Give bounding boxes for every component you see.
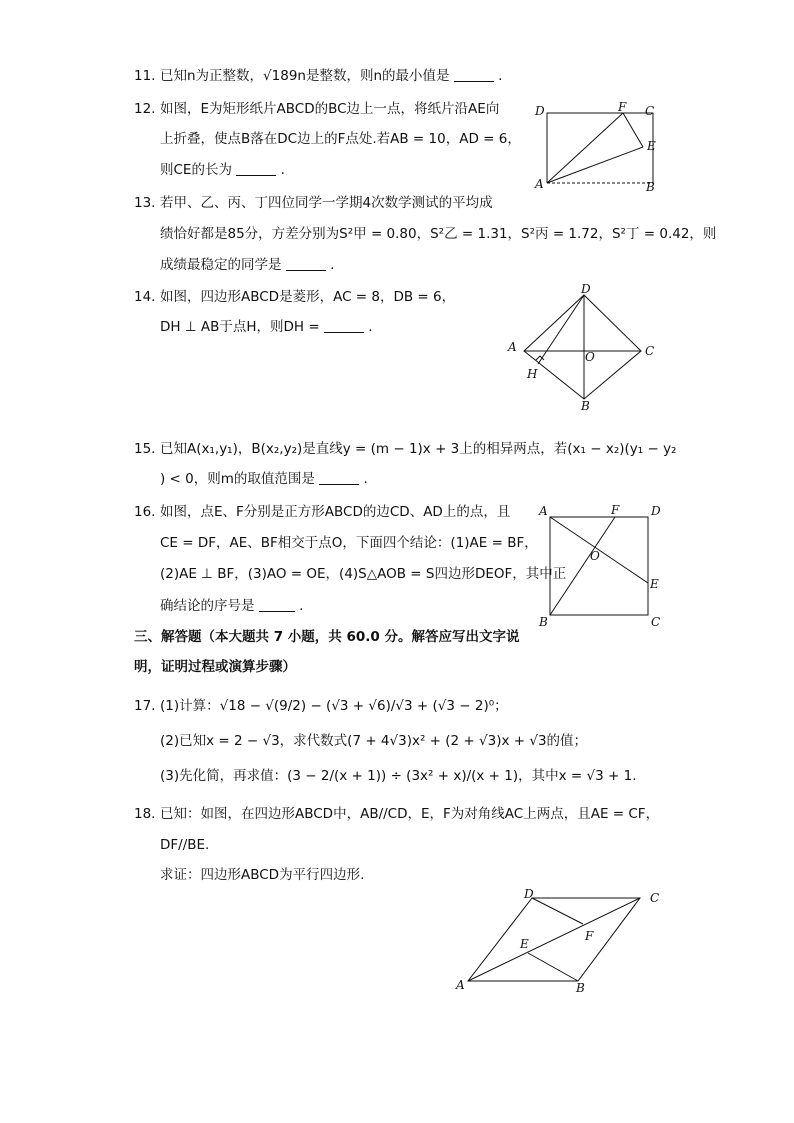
q14-label-c: C: [645, 344, 655, 358]
q12-fe-line: [623, 113, 643, 147]
q18-line2: DF//BE.: [160, 837, 210, 853]
q16-label-c: C: [651, 615, 661, 629]
q15-answer-blank: [319, 471, 359, 485]
q14-end: .: [368, 319, 373, 335]
q15-number: 15.: [134, 441, 156, 457]
q17-part1: (1)计算：√18 − √(9/2) − (√3 + √6)/√3 + (√3 − 2)⁰；: [160, 698, 508, 714]
q14-label-o: O: [585, 350, 595, 364]
q16-line1: 如图，点E、F分别是正方形ABCD的边CD、AD上的点，且: [160, 504, 511, 520]
q14-rhombus-figure: [500, 283, 670, 415]
q12-line2: 上折叠，使点B落在DC边上的F点处.若AB = 10，AD = 6，: [160, 131, 521, 147]
q15-line2: [160, 470, 368, 488]
q14-line1: 如图，四边形ABCD是菱形，AC = 8，DB = 6，: [160, 289, 456, 305]
q16-label-a: A: [539, 504, 548, 518]
q11-answer-blank: [454, 68, 494, 82]
q12-answer-blank: [236, 162, 276, 176]
q12-label-a: A: [535, 177, 544, 191]
q16-square-figure: [533, 500, 668, 632]
q18-df-line: [532, 898, 583, 924]
q18-be-line: [528, 953, 578, 981]
q14-label-a: A: [508, 340, 517, 354]
q14-label-h: H: [527, 367, 538, 381]
q11-number: 11.: [134, 68, 156, 84]
q16-line4: [160, 597, 303, 615]
q13-answer-blank: [286, 257, 326, 271]
q14-stem-end: DH ⊥ AB于点H，则DH =: [160, 319, 320, 335]
q12-label-f: F: [618, 100, 627, 114]
q11-end: .: [498, 68, 503, 84]
q16-bf-line: [550, 517, 615, 615]
q15-stem-end: ) < 0，则m的取值范围是: [160, 471, 315, 487]
q13-line1: 若甲、乙、丙、丁四位同学一学期4次数学测试的平均成: [160, 195, 493, 211]
q12-label-d: D: [535, 104, 545, 118]
q16-line3: (2)AE ⊥ BF，(3)AO = OE，(4)S△AOB = S四边形DEOF，其中正: [160, 566, 567, 582]
q15-end: .: [363, 471, 368, 487]
q13-stem-end: 成绩最稳定的同学是: [160, 257, 282, 273]
section-3-heading-line1: 三、解答题（本大题共 7 小题，共 60.0 分。解答应写出文字说: [134, 629, 520, 645]
q12-label-b: B: [646, 180, 655, 193]
section-3-heading-line2: 明，证明过程或演算步骤）: [134, 659, 296, 675]
q16-line2: CE = DF，AE、BF相交于点O，下面四个结论：(1)AE = BF，: [160, 535, 538, 551]
q13-number: 13.: [134, 195, 156, 211]
q12-stem-end: 则CE的长为: [160, 162, 232, 178]
q18-label-d: D: [524, 887, 534, 901]
q18-label-b: B: [576, 981, 585, 995]
q14-label-d: D: [581, 283, 591, 296]
q12-af-line: [547, 113, 623, 183]
q14-rhombus: [524, 295, 641, 399]
q13-line2: 绩恰好都是85分，方差分别为S²甲 = 0.80，S²乙 = 1.31，S²丙 = 1.72，S²丁 = 0.42，则: [160, 226, 717, 242]
q12-rectangle-figure: [530, 98, 670, 193]
q16-label-b: B: [539, 615, 548, 629]
q14-dh-line: [538, 295, 584, 364]
q12-line3: [160, 161, 285, 179]
q17-part2: (2)已知x = 2 − √3，求代数式(7 + 4√3)x² + (2 + √3)x + √3的值；: [160, 733, 588, 749]
q18-label-e: E: [520, 937, 529, 951]
q16-answer-blank: [259, 598, 295, 612]
q18-number: 18.: [134, 806, 156, 822]
q15-line1: 已知A(x₁,y₁)，B(x₂,y₂)是直线y = (m − 1)x + 3上的相异两点，若(x₁ − x₂)(y₁ − y₂: [160, 441, 677, 457]
q12-number: 12.: [134, 101, 156, 117]
q17-part3: (3)先化简，再求值：(3 − 2/(x + 1)) ÷ (3x² + x)/(x + 1)，其中x = √3 + 1.: [160, 768, 637, 784]
q14-answer-blank: [324, 319, 364, 333]
q14-number: 14.: [134, 289, 156, 305]
q11-text: [160, 67, 502, 85]
q14-label-b: B: [581, 399, 590, 413]
q18-line3: 求证：四边形ABCD为平行四边形.: [160, 867, 365, 883]
q16-label-o: O: [590, 549, 600, 563]
q18-label-f: F: [585, 929, 594, 943]
q12-label-e: E: [647, 139, 656, 153]
q16-label-e: E: [650, 577, 659, 591]
q16-stem-end: 确结论的序号是: [160, 598, 255, 614]
q16-square: [550, 517, 648, 615]
q16-label-d: D: [651, 504, 661, 518]
q18-label-c: C: [650, 891, 660, 905]
q18-diagonal-ac: [468, 898, 640, 981]
q16-number: 16.: [134, 504, 156, 520]
q17-number: 17.: [134, 698, 156, 714]
q14-line2: [160, 318, 373, 336]
q12-end: .: [280, 162, 285, 178]
q12-label-c: C: [645, 104, 655, 118]
q16-end: .: [299, 598, 304, 614]
q12-ae-line: [547, 147, 643, 183]
q12-line1: 如图，E为矩形纸片ABCD的BC边上一点，将纸片沿AE向: [160, 101, 500, 117]
q12-rect-sides: [547, 113, 653, 183]
q18-label-a: A: [456, 978, 465, 992]
q13-line3: [160, 256, 334, 274]
q13-end: .: [330, 257, 335, 273]
q18-line1: 已知：如图，在四边形ABCD中，AB//CD，E，F为对角线AC上两点，且AE = CF，: [160, 806, 660, 822]
q11-stem: 已知n为正整数，√189n是整数，则n的最小值是: [160, 68, 450, 84]
q16-label-f: F: [611, 503, 620, 517]
q18-parallelogram-figure: [452, 885, 672, 997]
